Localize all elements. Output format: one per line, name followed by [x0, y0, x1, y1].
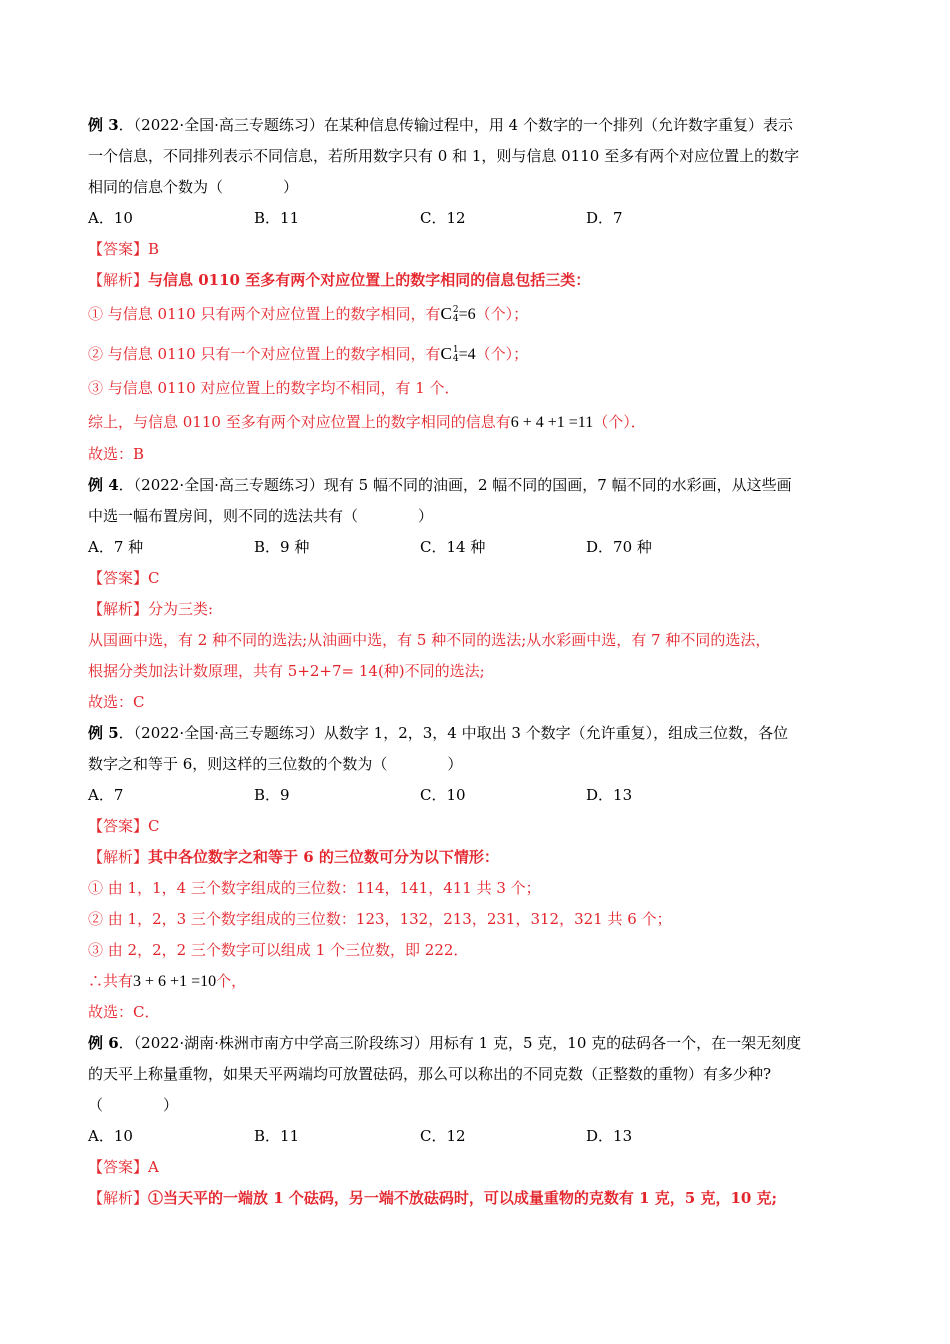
ex5-stem-line-1: 例 5．（2022·全国·高三专题练习）从数字 1，2，3，4 中取出 3 个数字（允许重复），组成三位数，各位	[88, 724, 789, 742]
combination-symbol: C	[440, 344, 452, 363]
ex3-option-c: C．12	[420, 209, 466, 227]
ex5-stem-line-2: 数字之和等于 6，则这样的三位数的个数为（ ）	[88, 755, 463, 773]
ex3-case-1: ① 与信息 0110 只有两个对应位置上的数字相同，有C 2 4 =6（个）；	[88, 304, 529, 324]
ex3-option-a: A．10	[88, 209, 133, 227]
ex3-conclusion: 故选：B	[88, 445, 145, 463]
ex3-answer: 【答案】B	[88, 240, 160, 258]
ex3-stem-line-3: 相同的信息个数为（ ）	[88, 178, 299, 196]
ex4-option-d: D．70 种	[586, 538, 652, 556]
ex4-stem-line-2: 中选一幅布置房间，则不同的选法共有（ ）	[88, 507, 434, 525]
ex4-options	[88, 537, 863, 557]
ex5-option-b: B．9	[254, 786, 290, 804]
ex4-answer: 【答案】C	[88, 569, 160, 587]
ex5-line-1: ① 由 1，1，4 三个数字组成的三位数：114，141，411 共 3 个；	[88, 879, 541, 897]
ex5-conclusion: 故选：C．	[88, 1003, 160, 1021]
ex4-analysis: 【解析】分为三类:	[88, 600, 214, 618]
ex5-option-c: C．10	[420, 786, 466, 804]
document-page	[88, 111, 863, 1208]
ex5-analysis: 【解析】其中各位数字之和等于 6 的三位数可分为以下情形：	[88, 848, 499, 866]
ex3-stem-line-2: 一个信息，不同排列表示不同信息，若所用数字只有 0 和 1，则与信息 0110 至多有两个对应位置上的数字	[88, 147, 800, 165]
ex6-option-c: C．12	[420, 1127, 466, 1145]
ex4-label: 例 4	[88, 476, 119, 494]
ex3-stem-line-1: 例 3．（2022·全国·高三专题练习）在某种信息传输过程中，用 4 个数字的一个排列（允许数字重复）表示	[88, 116, 793, 134]
ex4-line-1: 从国画中选，有 2 种不同的选法;从油画中选，有 5 种不同的选法;从水彩画中选，有 7 种不同的选法，	[88, 631, 771, 649]
combination-symbol: C	[440, 304, 452, 323]
ex5-answer: 【答案】C	[88, 817, 160, 835]
ex4-conclusion: 故选：C	[88, 693, 145, 711]
ex6-option-b: B．11	[254, 1127, 300, 1145]
ex3-analysis: 【解析】与信息 0110 至多有两个对应位置上的数字相同的信息包括三类：	[88, 271, 591, 289]
ex3-label: 例 3	[88, 116, 119, 134]
ex4-option-c: C．14 种	[420, 538, 486, 556]
ex5-label: 例 5	[88, 724, 119, 742]
ex4-option-b: B．9 种	[254, 538, 310, 556]
ex3-case-2: ② 与信息 0110 只有一个对应位置上的数字相同，有C 1 4 =4（个）；	[88, 344, 529, 364]
ex4-line-2: 根据分类加法计数原理，共有 5+2+7= 14(种)不同的选法;	[88, 662, 485, 680]
ex6-label: 例 6	[88, 1034, 119, 1052]
ex3-option-d: D．7	[586, 209, 623, 227]
ex3-options	[88, 208, 863, 228]
ex5-line-3: ③ 由 2，2，2 三个数字可以组成 1 个三位数，即 222．	[88, 941, 469, 959]
ex6-stem-line-2: 的天平上称量重物，如果天平两端均可放置砝码，那么可以称出的不同克数（正整数的重物）有多少种?	[88, 1065, 772, 1083]
ex6-analysis: 【解析】①当天平的一端放 1 个砝码，另一端不放砝码时，可以成量重物的克数有 1 克，5 克，10 克;	[88, 1189, 778, 1207]
ex6-options	[88, 1126, 863, 1146]
ex6-stem-line-1: 例 6．（2022·湖南·株洲市南方中学高三阶段练习）用标有 1 克，5 克，10 克的砝码各一个，在一架无刻度	[88, 1034, 802, 1052]
ex5-line-2: ② 由 1，2，3 三个数字组成的三位数：123，132，213，231，312，321 共 6 个；	[88, 910, 672, 928]
ex3-summary: 综上，与信息 0110 至多有两个对应位置上的数字相同的信息有6 + 4 +1 =11（个）．	[88, 413, 646, 431]
ex6-answer: 【答案】A	[88, 1158, 159, 1176]
ex4-option-a: A．7 种	[88, 538, 144, 556]
ex5-options	[88, 785, 863, 805]
ex5-line-4: ∴共有3 + 6 +1 =10个，	[88, 972, 247, 990]
ex3-option-b: B．11	[254, 209, 300, 227]
ex6-option-a: A．10	[88, 1127, 133, 1145]
ex6-option-d: D．13	[586, 1127, 633, 1145]
ex6-stem-line-3: （ ）	[88, 1096, 179, 1114]
ex4-stem-line-1: 例 4．（2022·全国·高三专题练习）现有 5 幅不同的油画，2 幅不同的国画，7 幅不同的水彩画，从这些画	[88, 476, 792, 494]
ex5-option-d: D．13	[586, 786, 633, 804]
ex3-case-3: ③ 与信息 0110 对应位置上的数字均不相同，有 1 个．	[88, 379, 460, 397]
ex5-option-a: A．7	[88, 786, 124, 804]
